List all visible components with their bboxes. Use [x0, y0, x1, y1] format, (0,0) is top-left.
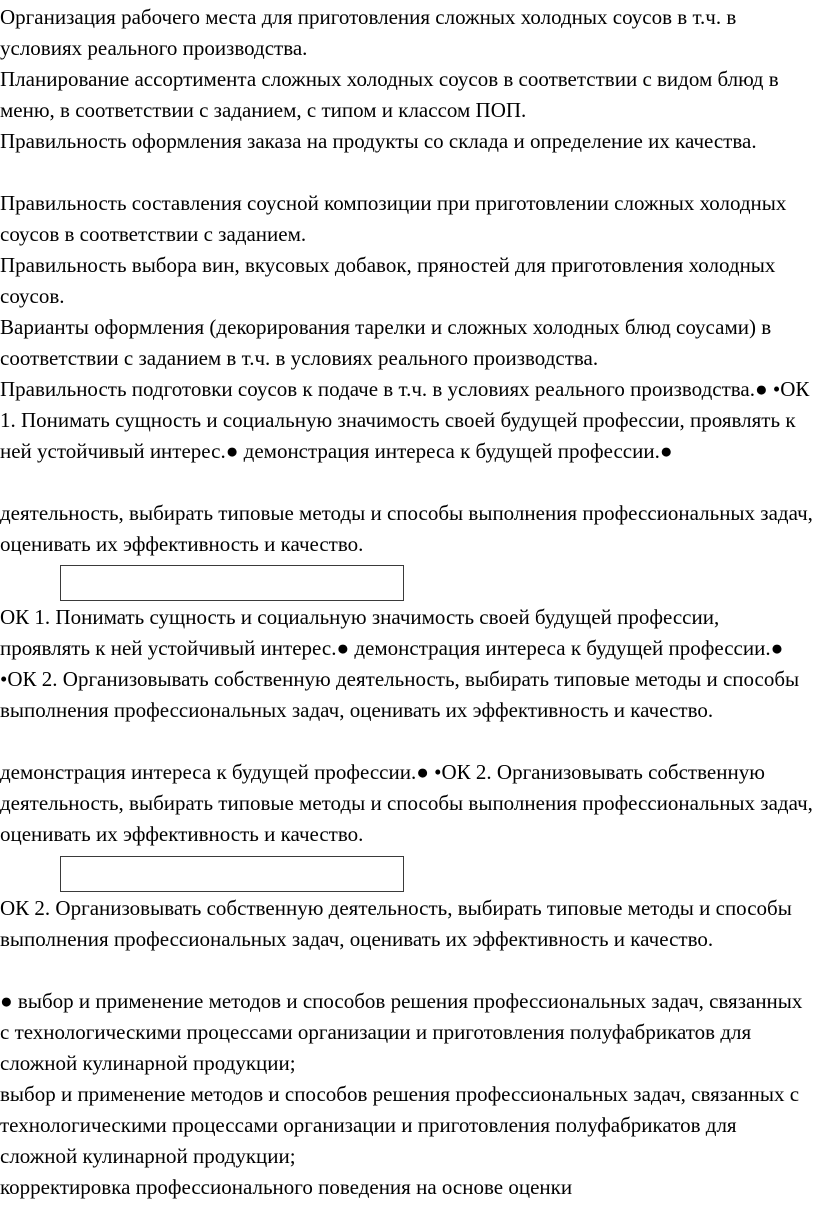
paragraph-workplace-organization: Организация рабочего места для приготовления сложных холодных соусов в т.ч. в условиях реального производства. — [0, 5, 737, 60]
empty-cell-box — [60, 856, 404, 892]
paragraph-ok1-ok2: ОК 1. Понимать сущность и социальную значимость своей будущей профессии, проявлять к ней устойчивый интерес.● демонстрация интереса к будущей профессии.● •ОК 2. Организовывать собственную деятельность, выбирать типовые методы и способы выполнения профессиональных задач, оценивать их эффективность и качество. — [0, 605, 800, 722]
paragraph-ok2: ОК 2. Организовывать собственную деятельность, выбирать типовые методы и способы выполнения профессиональных задач, оценивать их эффективность и качество. — [0, 896, 792, 951]
paragraph-assortment-planning: Планирование ассортимента сложных холодных соусов в соответствии с видом блюд в меню, в соответствии с заданием, с типом и классом ПОП. — [0, 67, 779, 122]
paragraph-sauce-composition: Правильность составления соусной композиции при приготовлении сложных холодных соусов в соответствии с заданием. — [0, 191, 787, 246]
paragraph-behavior-correction: корректировка профессионального поведения на основе оценки — [0, 1175, 573, 1199]
paragraph-methods: выбор и применение методов и способов решения профессиональных задач, связанных с технологическими процессами организации и приготовления полуфабрикатов для сложной кулинарной продукции; — [0, 1082, 800, 1168]
paragraph-order-correctness: Правильность оформления заказа на продукты со склада и определение их качества. — [0, 129, 757, 153]
paragraph-decoration-options: Варианты оформления (декорирования тарелки и сложных холодных блюд соусами) в соответствии с заданием в т.ч. в условиях реального производства. — [0, 315, 772, 370]
paragraph-methods-bullet: ● выбор и применение методов и способов решения профессиональных задач, связанных с технологическими процессами организации и приготовления полуфабрикатов для сложной кулинарной продукции; — [0, 989, 803, 1075]
empty-cell-box — [60, 565, 404, 601]
paragraph-sauce-serving-ok1: Правильность подготовки соусов к подаче в т.ч. в условиях реального производства.● •ОК 1. Понимать сущность и социальную значимость своей будущей профессии, проявлять к ней устойчивый интерес.● демонстрация интереса к будущей профессии.● — [0, 377, 810, 463]
paragraph-activity-methods: деятельность, выбирать типовые методы и способы выполнения профессиональных задач, оценивать их эффективность и качество. — [0, 501, 813, 556]
paragraph-wine-selection: Правильность выбора вин, вкусовых добавок, пряностей для приготовления холодных соусов. — [0, 253, 776, 308]
paragraph-interest-ok2: демонстрация интереса к будущей профессии.● •ОК 2. Организовывать собственную деятельность, выбирать типовые методы и способы выполнения профессиональных задач, оценивать их эффективность и качество. — [0, 760, 813, 846]
